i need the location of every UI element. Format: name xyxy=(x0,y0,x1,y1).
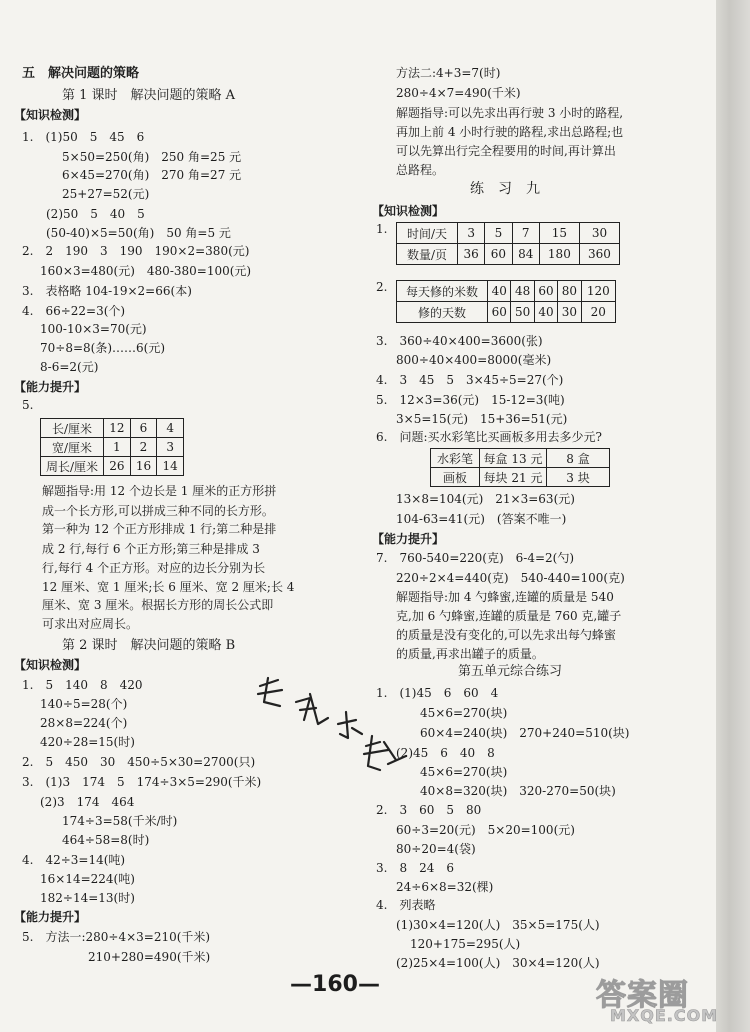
table-cell: 80 xyxy=(558,281,581,302)
explain-line: 成 2 行,每行 6 个正方形;第三种是排成 3 xyxy=(42,542,260,556)
knowledge-check-heading: 【知识检测】 xyxy=(14,108,87,122)
site-watermark xyxy=(596,970,746,1028)
section-title: 五 解决问题的策略 xyxy=(22,66,140,81)
answer-line: (2)3 174 464 xyxy=(40,795,135,809)
answer-line: 420÷28=15(时) xyxy=(40,735,135,749)
explain-line: 总路程。 xyxy=(396,163,445,177)
road-repair-table xyxy=(396,280,616,323)
table-cell: 12 xyxy=(104,419,131,438)
handwriting-scribble xyxy=(238,672,418,792)
table-row xyxy=(41,457,184,476)
explain-line: 成一个长方形,可以拼成三种不同的长方形。 xyxy=(42,504,274,518)
explain-line: 行,每行 4 个正方形。对应的边长分别为长 xyxy=(42,561,266,575)
answer-line: 182÷14=13(时) xyxy=(40,891,135,905)
explain-line: 可求出对应周长。 xyxy=(42,617,139,631)
answer-line: 280÷4×7=490(千米) xyxy=(396,86,521,100)
table-cell: 40 xyxy=(488,281,511,302)
table-row xyxy=(397,281,616,302)
table-cell: 16 xyxy=(130,457,157,476)
table-cell: 50 xyxy=(511,302,534,323)
answer-line: (2)45 6 40 8 xyxy=(396,746,495,760)
answer-line: 2. 5 450 30 450÷5×30=2700(只) xyxy=(22,755,256,769)
answer-line: 160×3=480(元) 480-380=100(元) xyxy=(40,264,252,278)
answer-line: 方法二:4+3=7(时) xyxy=(396,66,501,80)
answer-line: 3×5=15(元) 15+36=51(元) xyxy=(396,412,568,426)
answer-line: 5. 12×3=36(元) 15-12=3(吨) xyxy=(376,393,565,407)
answer-line: 25+27=52(元) xyxy=(62,187,150,201)
lesson2-title: 第 2 课时 解决问题的策略 B xyxy=(62,638,236,653)
ability-heading: 【能力提升】 xyxy=(14,910,87,924)
answer-line: 5×50=250(角) 250 角=25 元 xyxy=(62,150,242,164)
answer-line: 60×4=240(块) 270+240=510(块) xyxy=(420,726,630,740)
answer-line: 220÷2×4=440(克) 540-440=100(克) xyxy=(396,571,625,585)
explain-line: 解题指导:可以先求出再行驶 3 小时的路程, xyxy=(396,106,624,120)
answer-line: 4. 66÷22=3(个) xyxy=(22,304,126,318)
table-cell: 每盒 13 元 xyxy=(480,449,547,468)
table-cell: 6 xyxy=(130,419,157,438)
explain-line: 厘米、宽 3 厘米。根据长方形的周长公式即 xyxy=(42,598,274,612)
table-cell: 180 xyxy=(539,244,579,265)
explain-line: 可以先算出行完全程要用的时间,再计算出 xyxy=(396,144,616,158)
answer-line: 4. 列表略 xyxy=(376,898,436,912)
table-cell: 1 xyxy=(104,438,131,457)
table-cell: 48 xyxy=(511,281,534,302)
explain-line: 克,加 6 勺蜂蜜,连罐的质量是 760 克,罐子 xyxy=(396,609,622,623)
answer-line: 28×8=224(个) xyxy=(40,716,128,730)
answer-line: 2. 3 60 5 80 xyxy=(376,803,482,817)
page-number: —160— xyxy=(290,972,380,997)
table-cell: 60 xyxy=(534,281,557,302)
watermark-logo-text: 答案圈 xyxy=(596,978,689,1013)
answer-line: 40×8=320(块) 320-270=50(块) xyxy=(420,784,616,798)
table-cell: 数量/页 xyxy=(397,244,458,265)
answer-line: 60÷3=20(元) 5×20=100(元) xyxy=(396,823,575,837)
table-row xyxy=(41,438,184,457)
table-cell: 5 xyxy=(485,223,512,244)
table-cell: 3 xyxy=(157,438,184,457)
table-cell: 20 xyxy=(581,302,615,323)
ability-heading: 【能力提升】 xyxy=(372,532,445,546)
answer-line: 4. 42÷3=14(吨) xyxy=(22,853,126,867)
answer-line: 120+175=295(人) xyxy=(410,937,521,951)
table-cell: 36 xyxy=(458,244,485,265)
table-row xyxy=(397,223,620,244)
table-row xyxy=(397,302,616,323)
table-cell: 120 xyxy=(581,281,615,302)
table-row xyxy=(41,419,184,438)
answer-line: (2)25×4=100(人) 30×4=120(人) xyxy=(396,956,600,970)
answer-line: 4. 3 45 5 3×45÷5=27(个) xyxy=(376,373,564,387)
table-cell: 14 xyxy=(157,457,184,476)
table-cell: 7 xyxy=(512,223,539,244)
table-cell: 360 xyxy=(579,244,619,265)
answer-line: 80÷20=4(袋) xyxy=(396,842,476,856)
answer-line: 8-6=2(元) xyxy=(40,360,99,374)
answer-line: 13×8=104(元) 21×3=63(元) xyxy=(396,492,575,506)
rectangle-table xyxy=(40,418,184,476)
answer-line: 3. 表格略 104-19×2=66(本) xyxy=(22,284,192,298)
answer-line: 1. (1)45 6 60 4 xyxy=(376,686,499,700)
table-cell: 2 xyxy=(130,438,157,457)
table-cell: 宽/厘米 xyxy=(41,438,104,457)
answer-line: 210+280=490(千米) xyxy=(88,950,211,964)
table-cell: 3 xyxy=(458,223,485,244)
explain-line: 解题指导:用 12 个边长是 1 厘米的正方形拼 xyxy=(42,484,277,498)
knowledge-check-heading: 【知识检测】 xyxy=(14,658,87,672)
table-cell: 4 xyxy=(157,419,184,438)
answer-line: 45×6=270(块) xyxy=(420,765,508,779)
table-cell: 时间/天 xyxy=(397,223,458,244)
knowledge-check-heading: 【知识检测】 xyxy=(372,204,445,218)
table-cell: 60 xyxy=(485,244,512,265)
table-cell: 26 xyxy=(104,457,131,476)
practice-title: 练 习 九 xyxy=(470,181,540,197)
answer-line: 16×14=224(吨) xyxy=(40,872,135,886)
table-row xyxy=(431,468,610,487)
table-row xyxy=(431,449,610,468)
question-number: 1. xyxy=(376,222,388,236)
table-cell: 水彩笔 xyxy=(431,449,480,468)
answer-line: 6×45=270(角) 270 角=27 元 xyxy=(62,168,242,182)
lesson1-title: 第 1 课时 解决问题的策略 A xyxy=(62,88,236,103)
answer-line: 2. 2 190 3 190 190×2=380(元) xyxy=(22,244,250,258)
explain-line: 的质量,再求出罐子的质量。 xyxy=(396,647,544,661)
answer-line: (2)50 5 40 5 xyxy=(46,207,145,221)
table-cell: 60 xyxy=(488,302,511,323)
table-cell: 3 块 xyxy=(547,468,610,487)
table-cell: 长/厘米 xyxy=(41,419,104,438)
table-row xyxy=(397,244,620,265)
question-number: 5. xyxy=(22,398,34,412)
answer-line: 1. (1)50 5 45 6 xyxy=(22,130,145,144)
table-cell: 修的天数 xyxy=(397,302,488,323)
explain-line: 的质量是没有变化的,可以先求出每勺蜂蜜 xyxy=(396,628,616,642)
answer-line: 104-63=41(元) (答案不唯一) xyxy=(396,512,567,526)
answer-line: 3. 360÷40×400=3600(张) xyxy=(376,334,543,348)
answer-line: 100-10×3=70(元) xyxy=(40,322,147,336)
answer-line: (50-40)×5=50(角) 50 角=5 元 xyxy=(46,226,231,240)
ability-heading: 【能力提升】 xyxy=(14,380,87,394)
table-cell: 84 xyxy=(512,244,539,265)
answer-line: 6. 问题:买水彩笔比买画板多用去多少元? xyxy=(376,430,602,444)
table-cell: 周长/厘米 xyxy=(41,457,104,476)
table-cell: 30 xyxy=(579,223,619,244)
question-number: 2. xyxy=(376,280,388,294)
answer-line: 70÷8=8(条)……6(元) xyxy=(40,341,166,355)
table-cell: 每天修的米数 xyxy=(397,281,488,302)
table-cell: 画板 xyxy=(431,468,480,487)
answer-line: 24÷6×8=32(棵) xyxy=(396,880,494,894)
table-cell: 30 xyxy=(558,302,581,323)
answer-line: 45×6=270(块) xyxy=(420,706,508,720)
watermark-url: MXQE.COM xyxy=(610,1006,719,1025)
unit-practice-title: 第五单元综合练习 xyxy=(457,664,562,679)
answer-line: 464÷58=8(时) xyxy=(62,833,150,847)
answer-line: 174÷3=58(千米/时) xyxy=(62,814,178,828)
price-table xyxy=(430,448,610,487)
answer-line: 7. 760-540=220(克) 6-4=2(勺) xyxy=(376,551,575,565)
answer-line: 800÷40×400=8000(毫米) xyxy=(396,353,552,367)
table-cell: 15 xyxy=(539,223,579,244)
pages-table xyxy=(396,222,620,265)
answer-line: 3. (1)3 174 5 174÷3×5=290(千米) xyxy=(22,775,262,789)
book-spine xyxy=(716,0,750,1032)
answer-line: 1. 5 140 8 420 xyxy=(22,678,143,692)
explain-line: 再加上前 4 小时行驶的路程,求出总路程;也 xyxy=(396,125,624,139)
explain-line: 12 厘米、宽 1 厘米;长 6 厘米、宽 2 厘米;长 4 xyxy=(42,580,295,594)
answer-line: 3. 8 24 6 xyxy=(376,861,454,875)
answer-line: 5. 方法一:280÷4×3=210(千米) xyxy=(22,930,211,944)
table-cell: 8 盒 xyxy=(547,449,610,468)
table-cell: 每块 21 元 xyxy=(480,468,547,487)
table-cell: 40 xyxy=(534,302,557,323)
explain-line: 第一种为 12 个正方形排成 1 行;第二种是排 xyxy=(42,522,277,536)
explain-line: 解题指导:加 4 勺蜂蜜,连罐的质量是 540 xyxy=(396,590,614,604)
answer-line: 140÷5=28(个) xyxy=(40,697,128,711)
answer-line: (1)30×4=120(人) 35×5=175(人) xyxy=(396,918,600,932)
